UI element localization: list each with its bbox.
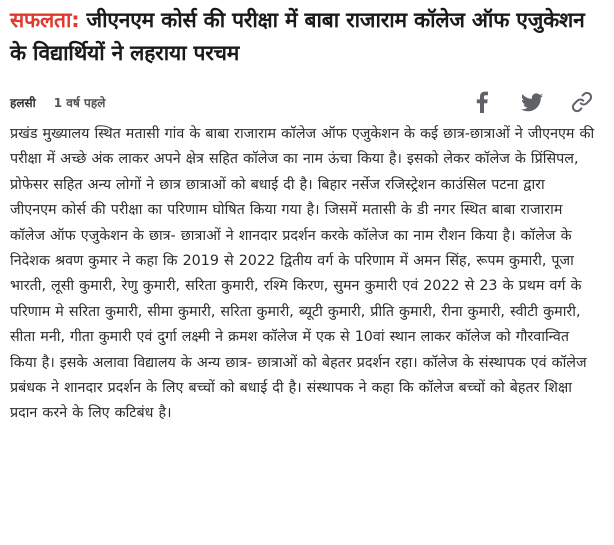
time-ago: 1 वर्ष पहले xyxy=(53,96,106,110)
facebook-icon xyxy=(476,91,488,113)
twitter-icon xyxy=(521,93,543,112)
share-bar xyxy=(446,88,596,116)
copy-link-button[interactable] xyxy=(568,88,596,116)
headline xyxy=(10,4,596,70)
headline-text: जीएनएम कोर्स की परीक्षा में बाबा राजाराम कॉलेज ऑफ एजुकेशन के विद्यार्थियों ने लहराया परचम xyxy=(10,8,585,65)
headline-tag: सफलता: xyxy=(10,8,80,32)
article-body: प्रखंड मुख्यालय स्थित मतासी गांव के बाबा राजाराम कॉलेज ऑफ एजुकेशन के कई छात्र-छात्राओं ने जीएनएम की परीक्षा में अच्छे अंक लाकर अपने क्षेत्र सहित कॉलेज का नाम ऊंचा किया है। इसको लेकर कॉलेज के प्रिंसिपल, प्रोफेसर सहित अन्य लोगों ने छात्र छात्राओं को बधाई दी है। बिहार नर्सेज रजिस्ट्रेशन काउंसिल पटना द्वारा जीएनएम कोर्स की परीक्षा का परिणाम घोषित किया गया है। जिसमें मतासी के डी नगर स्थित बाबा राजाराम कॉलेज ऑफ एजुकेशन के छात्र- छात्राओं ने शानदार प्रदर्शन करके कॉलेज का नाम रौशन किया है। कॉलेज के निदेशक श्रवण कुमार ने कहा कि 2019 से 2022 द्वितीय वर्ग के परिणाम में अमन सिंह, रूपम कुमारी, पूजा भारती, लूसी कुमारी, रेणु कुमारी, सरिता कुमारी, रश्मि किरण, सुमन कुमारी एवं 2022 से 23 के प्रथम वर्ग के परिणाम मे सरिता कुमारी, सीमा कुमारी, सरिता कुमारी, ब्यूटी कुमारी, प्रीति कुमारी, रीना कुमारी, स्वीटी कुमारी, सीता मनी, गीता कुमारी एवं दुर्गा लक्ष्मी ने क्रमश कॉलेज में एक से 10वां स्थान लाकर कॉलेज को गौरवान्वित किया है। इसके अलावा विद्यालय के अन्य छात्र- छात्राओं को बेहतर प्रदर्शन रहा। कॉलेज के संस्थापक एवं कॉलेज प्रबंधक ने शानदार प्रदर्शन के लिए बच्चों को बधाई दी है। संस्थापक ने कहा कि कॉलेज बच्चों को बेहतर शिक्षा प्रदान करने के लिए कटिबंध है। xyxy=(10,126,595,422)
location-label[interactable]: हलसी xyxy=(10,96,36,110)
twitter-share-button[interactable] xyxy=(518,88,546,116)
link-icon xyxy=(571,91,593,113)
meta-row xyxy=(10,88,596,122)
meta-info xyxy=(10,94,105,111)
facebook-share-button[interactable] xyxy=(468,88,496,116)
